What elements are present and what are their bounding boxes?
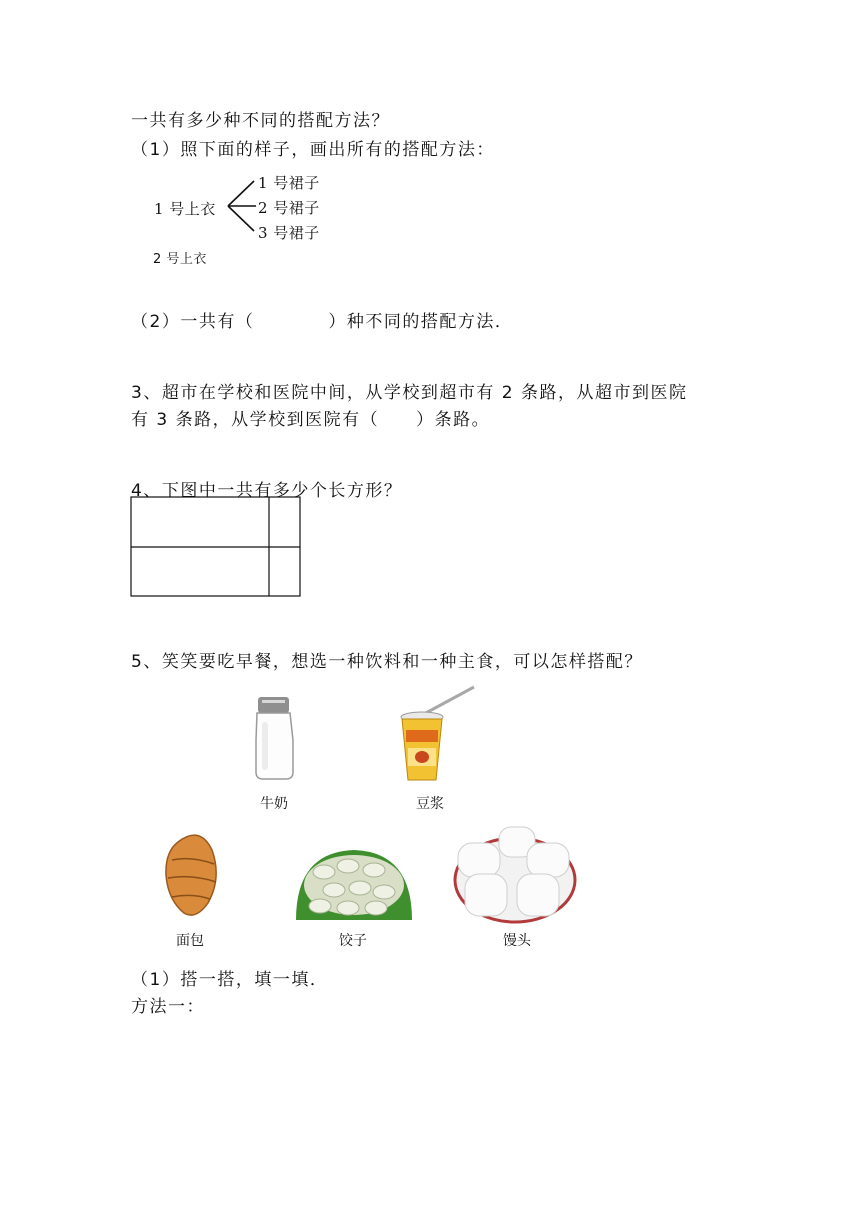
q5-method1: 方法一： bbox=[131, 997, 205, 1017]
q4-text: 4、下图中一共有多少个长方形？ bbox=[131, 481, 403, 501]
croissant-icon bbox=[166, 835, 216, 915]
tree-branch-1: 1 号裙子 bbox=[258, 174, 320, 192]
caption-steamed-buns: 馒头 bbox=[503, 933, 531, 949]
q3-line1: 3、超市在学校和医院中间，从学校到超市有 2 条路，从超市到医院 bbox=[131, 383, 688, 403]
q3-line2: 有 3 条路，从学校到医院有（ ）条路。 bbox=[131, 410, 491, 430]
q2-part1: （1）照下面的样子，画出所有的搭配方法： bbox=[131, 140, 495, 160]
steamed-buns-icon bbox=[455, 827, 575, 922]
q5-text: 5、笑笑要吃早餐，想选一种饮料和一种主食，可以怎样搭配？ bbox=[131, 652, 643, 672]
dumplings-plate-icon bbox=[296, 850, 412, 920]
tree-root-label: 1 号上衣 bbox=[154, 200, 216, 218]
tree-branch-3: 3 号裙子 bbox=[258, 224, 320, 242]
caption-soy-milk: 豆浆 bbox=[416, 796, 444, 812]
caption-bread: 面包 bbox=[176, 933, 204, 949]
q2-part2: （2）一共有（ ）种不同的搭配方法． bbox=[131, 312, 514, 332]
tree-branch-2: 2 号裙子 bbox=[258, 199, 320, 217]
milk-bottle-icon bbox=[256, 697, 293, 779]
caption-dumplings: 饺子 bbox=[339, 933, 367, 949]
soy-milk-cup-icon bbox=[401, 687, 474, 780]
q5-part1: （1）搭一搭，填一填． bbox=[131, 970, 329, 990]
caption-milk: 牛奶 bbox=[260, 796, 288, 812]
q2-intro: 一共有多少种不同的搭配方法？ bbox=[131, 111, 390, 131]
tree-second-root-label: 2 号上衣 bbox=[153, 252, 207, 267]
